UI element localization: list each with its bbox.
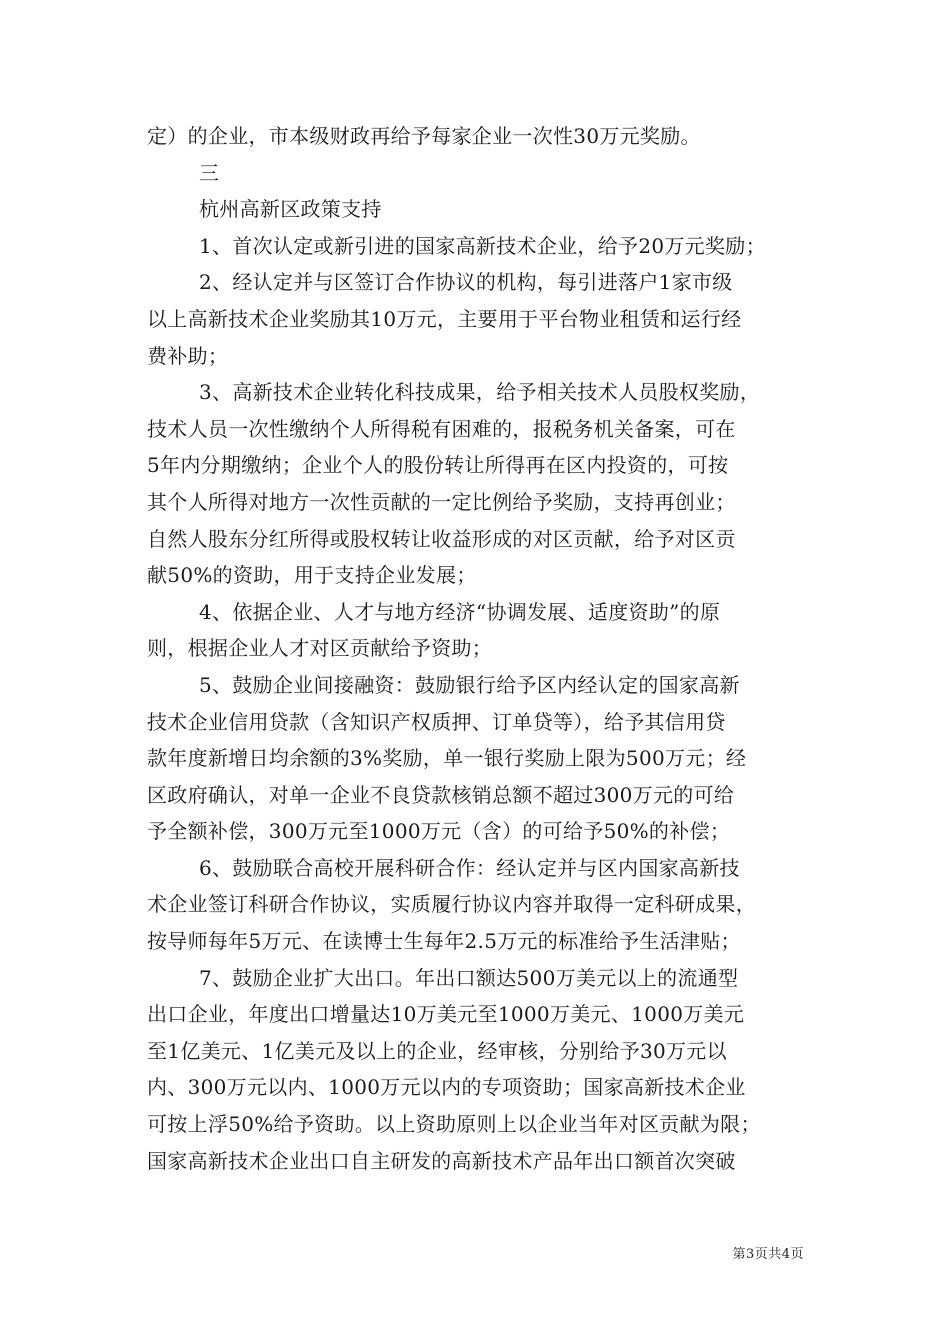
text-line: 献50%的资助，用于支持企业发展； (147, 563, 477, 588)
text-line: 7、鼓励企业扩大出口。年出口额达500万美元以上的流通型 (199, 965, 739, 990)
text-line: 定）的企业，市本级财政再给予每家企业一次性30万元奖励。 (147, 124, 701, 148)
page-number: 第3页共4页 (732, 1247, 804, 1262)
text-line: 技术人员一次性缴纳个人所得税有困难的，报税务机关备案，可在 (147, 416, 736, 441)
text-line: 杭州高新区政策支持 (199, 197, 382, 222)
text-line: 三 (199, 160, 220, 185)
text-line: 2、经认定并与区签订合作协议的机构，每引进落户1家市级 (199, 270, 733, 295)
text-line: 术企业签订科研合作协议，实质履行协议内容并取得一定科研成果， (147, 892, 756, 917)
text-line: 至1亿美元、1亿美元及以上的企业，经审核，分别给予30万元以 (147, 1038, 727, 1063)
text-line: 3、高新技术企业转化科技成果，给予相关技术人员股权奖励， (199, 380, 761, 405)
text-line: 予全额补偿，300万元至1000万元（含）的可给予50%的补偿； (147, 819, 731, 844)
text-line: 5、鼓励企业间接融资：鼓励银行给予区内经认定的国家高新 (199, 672, 740, 697)
text-line: 1、首次认定或新引进的国家高新技术企业，给予20万元奖励； (199, 233, 766, 258)
text-line: 5年内分期缴纳；企业个人的股份转让所得再在区内投资的，可按 (147, 453, 729, 478)
text-line: 内、300万元以内、1000万元以内的专项资助；国家高新技术企业 (147, 1075, 746, 1100)
text-line: 自然人股东分红所得或股权转让收益形成的对区贡献，给予对区贡 (147, 526, 736, 551)
text-line: 6、鼓励联合高校开展科研合作：经认定并与区内国家高新技 (199, 855, 740, 880)
text-line: 其个人所得对地方一次性贡献的一定比例给予奖励，支持再创业； (147, 489, 736, 514)
text-line: 出口企业，年度出口增量达10万美元至1000万美元、1000万美元 (147, 1002, 745, 1027)
text-line: 款年度新增日均余额的3%奖励，单一银行奖励上限为500万元；经 (147, 746, 747, 771)
text-line: 技术企业信用贷款（含知识产权质押、订单贷等），给予其信用贷 (147, 709, 726, 734)
text-line: 费补助； (147, 343, 229, 368)
text-line: 以上高新技术企业奖励其10万元，主要用于平台物业租赁和运行经 (147, 306, 742, 331)
text-line: 4、依据企业、人才与地方经济“协调发展、适度资助”的原 (199, 599, 721, 624)
text-line: 按导师每年5万元、在读博士生每年2.5万元的标准给予生活津贴； (147, 929, 741, 954)
document-body (147, 118, 807, 1179)
text-line: 国家高新技术企业出口自主研发的高新技术产品年出口额首次突破 (147, 1148, 736, 1173)
text-line: 区政府确认，对单一企业不良贷款核销总额不超过300万元的可给 (147, 782, 735, 807)
text-line: 则，根据企业人才对区贡献给予资助； (147, 636, 493, 661)
text-line: 可按上浮50%给予资助。以上资助原则上以企业当年对区贡献为限； (147, 1112, 761, 1137)
